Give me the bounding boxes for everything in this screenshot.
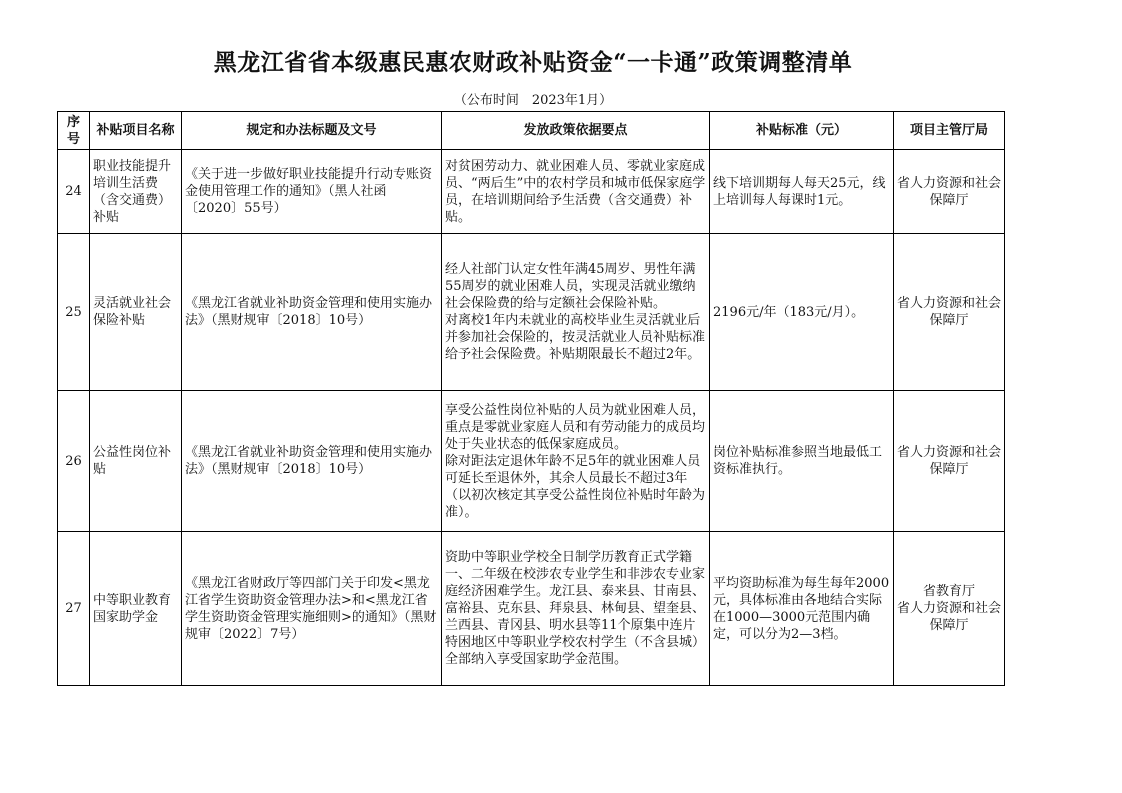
document-title: 《关于进一步做好职业技能提升行动专账资金使用管理工作的通知》（黑人社函〔2020〕55号） — [182, 150, 442, 234]
header-department: 项目主管厅局 — [894, 112, 1005, 150]
item-name: 中等职业教育国家助学金 — [90, 532, 182, 686]
document-title: 《黑龙江省就业补助资金管理和使用实施办法》（黑财规审〔2018〕10号） — [182, 234, 442, 391]
policy-basis: 资助中等职业学校全日制学历教育正式学籍一、二年级在校涉农专业学生和非涉农专业家庭经济困难学生。龙江县、泰来县、甘南县、富裕县、克东县、拜泉县、林甸县、望奎县、兰西县、青冈县、明水县等11个原集中连片特困地区中等职业学校农村学生（不含县城）全部纳入享受国家助学金范围。 — [442, 532, 710, 686]
policy-basis: 对贫困劳动力、就业困难人员、零就业家庭成员、“两后生”中的农村学员和城市低保家庭学员，在培训期间给予生活费（含交通费）补贴。 — [442, 150, 710, 234]
header-document: 规定和办法标题及文号 — [182, 112, 442, 150]
item-name: 职业技能提升培训生活费（含交通费）补贴 — [90, 150, 182, 234]
row-number: 26 — [58, 391, 90, 532]
document-title: 《黑龙江省财政厅等四部门关于印发<黑龙江省学生资助资金管理办法>和<黑龙江省学生资助资金管理实施细则>的通知》（黑财规审〔2022〕7号） — [182, 532, 442, 686]
row-number: 24 — [58, 150, 90, 234]
subsidy-standard: 岗位补贴标准参照当地最低工资标准执行。 — [710, 391, 894, 532]
policy-basis: 经人社部门认定女性年满45周岁、男性年满55周岁的就业困难人员，实现灵活就业缴纳社会保险费的给与定额社会保险补贴。 对离校1年内未就业的高校毕业生灵活就业后并参加社会保险的，按灵活就业人员补贴标准给予社会保险费。补贴期限最长不超过2年。 — [442, 234, 710, 391]
row-number: 27 — [58, 532, 90, 686]
policy-basis: 享受公益性岗位补贴的人员为就业困难人员，重点是零就业家庭人员和有劳动能力的成员均处于失业状态的低保家庭成员。 除对距法定退休年龄不足5年的就业困难人员可延长至退休外，其余人员最长不超过3年（以初次核定其享受公益性岗位补贴时年龄为准）。 — [442, 391, 710, 532]
header-item-name: 补贴项目名称 — [90, 112, 182, 150]
subsidy-standard: 2196元/年（183元/月）。 — [710, 234, 894, 391]
header-standard: 补贴标准（元） — [710, 112, 894, 150]
table-header-row — [58, 112, 1005, 150]
table-row — [58, 391, 1005, 532]
department: 省人力资源和社会保障厅 — [894, 391, 1005, 532]
header-no: 序号 — [58, 112, 90, 150]
header-policy-basis: 发放政策依据要点 — [442, 112, 710, 150]
page-title: 黑龙江省省本级惠民惠农财政补贴资金“一卡通”政策调整清单 — [213, 49, 853, 76]
subsidy-standard: 平均资助标准为每生每年2000元，具体标准由各地结合实际在1000—3000元范围内确定，可以分为2—3档。 — [710, 532, 894, 686]
table-row — [58, 234, 1005, 391]
table-row — [58, 532, 1005, 686]
row-number: 25 — [58, 234, 90, 391]
department: 省教育厅 省人力资源和社会保障厅 — [894, 532, 1005, 686]
document-title: 《黑龙江省就业补助资金管理和使用实施办法》（黑财规审〔2018〕10号） — [182, 391, 442, 532]
item-name: 灵活就业社会保险补贴 — [90, 234, 182, 391]
item-name: 公益性岗位补贴 — [90, 391, 182, 532]
publish-date: （公布时间 2023年1月） — [453, 93, 613, 108]
policy-table — [57, 111, 1005, 686]
department: 省人力资源和社会保障厅 — [894, 234, 1005, 391]
subsidy-standard: 线下培训期每人每天25元，线上培训每人每课时1元。 — [710, 150, 894, 234]
department: 省人力资源和社会保障厅 — [894, 150, 1005, 234]
table-row — [58, 150, 1005, 234]
